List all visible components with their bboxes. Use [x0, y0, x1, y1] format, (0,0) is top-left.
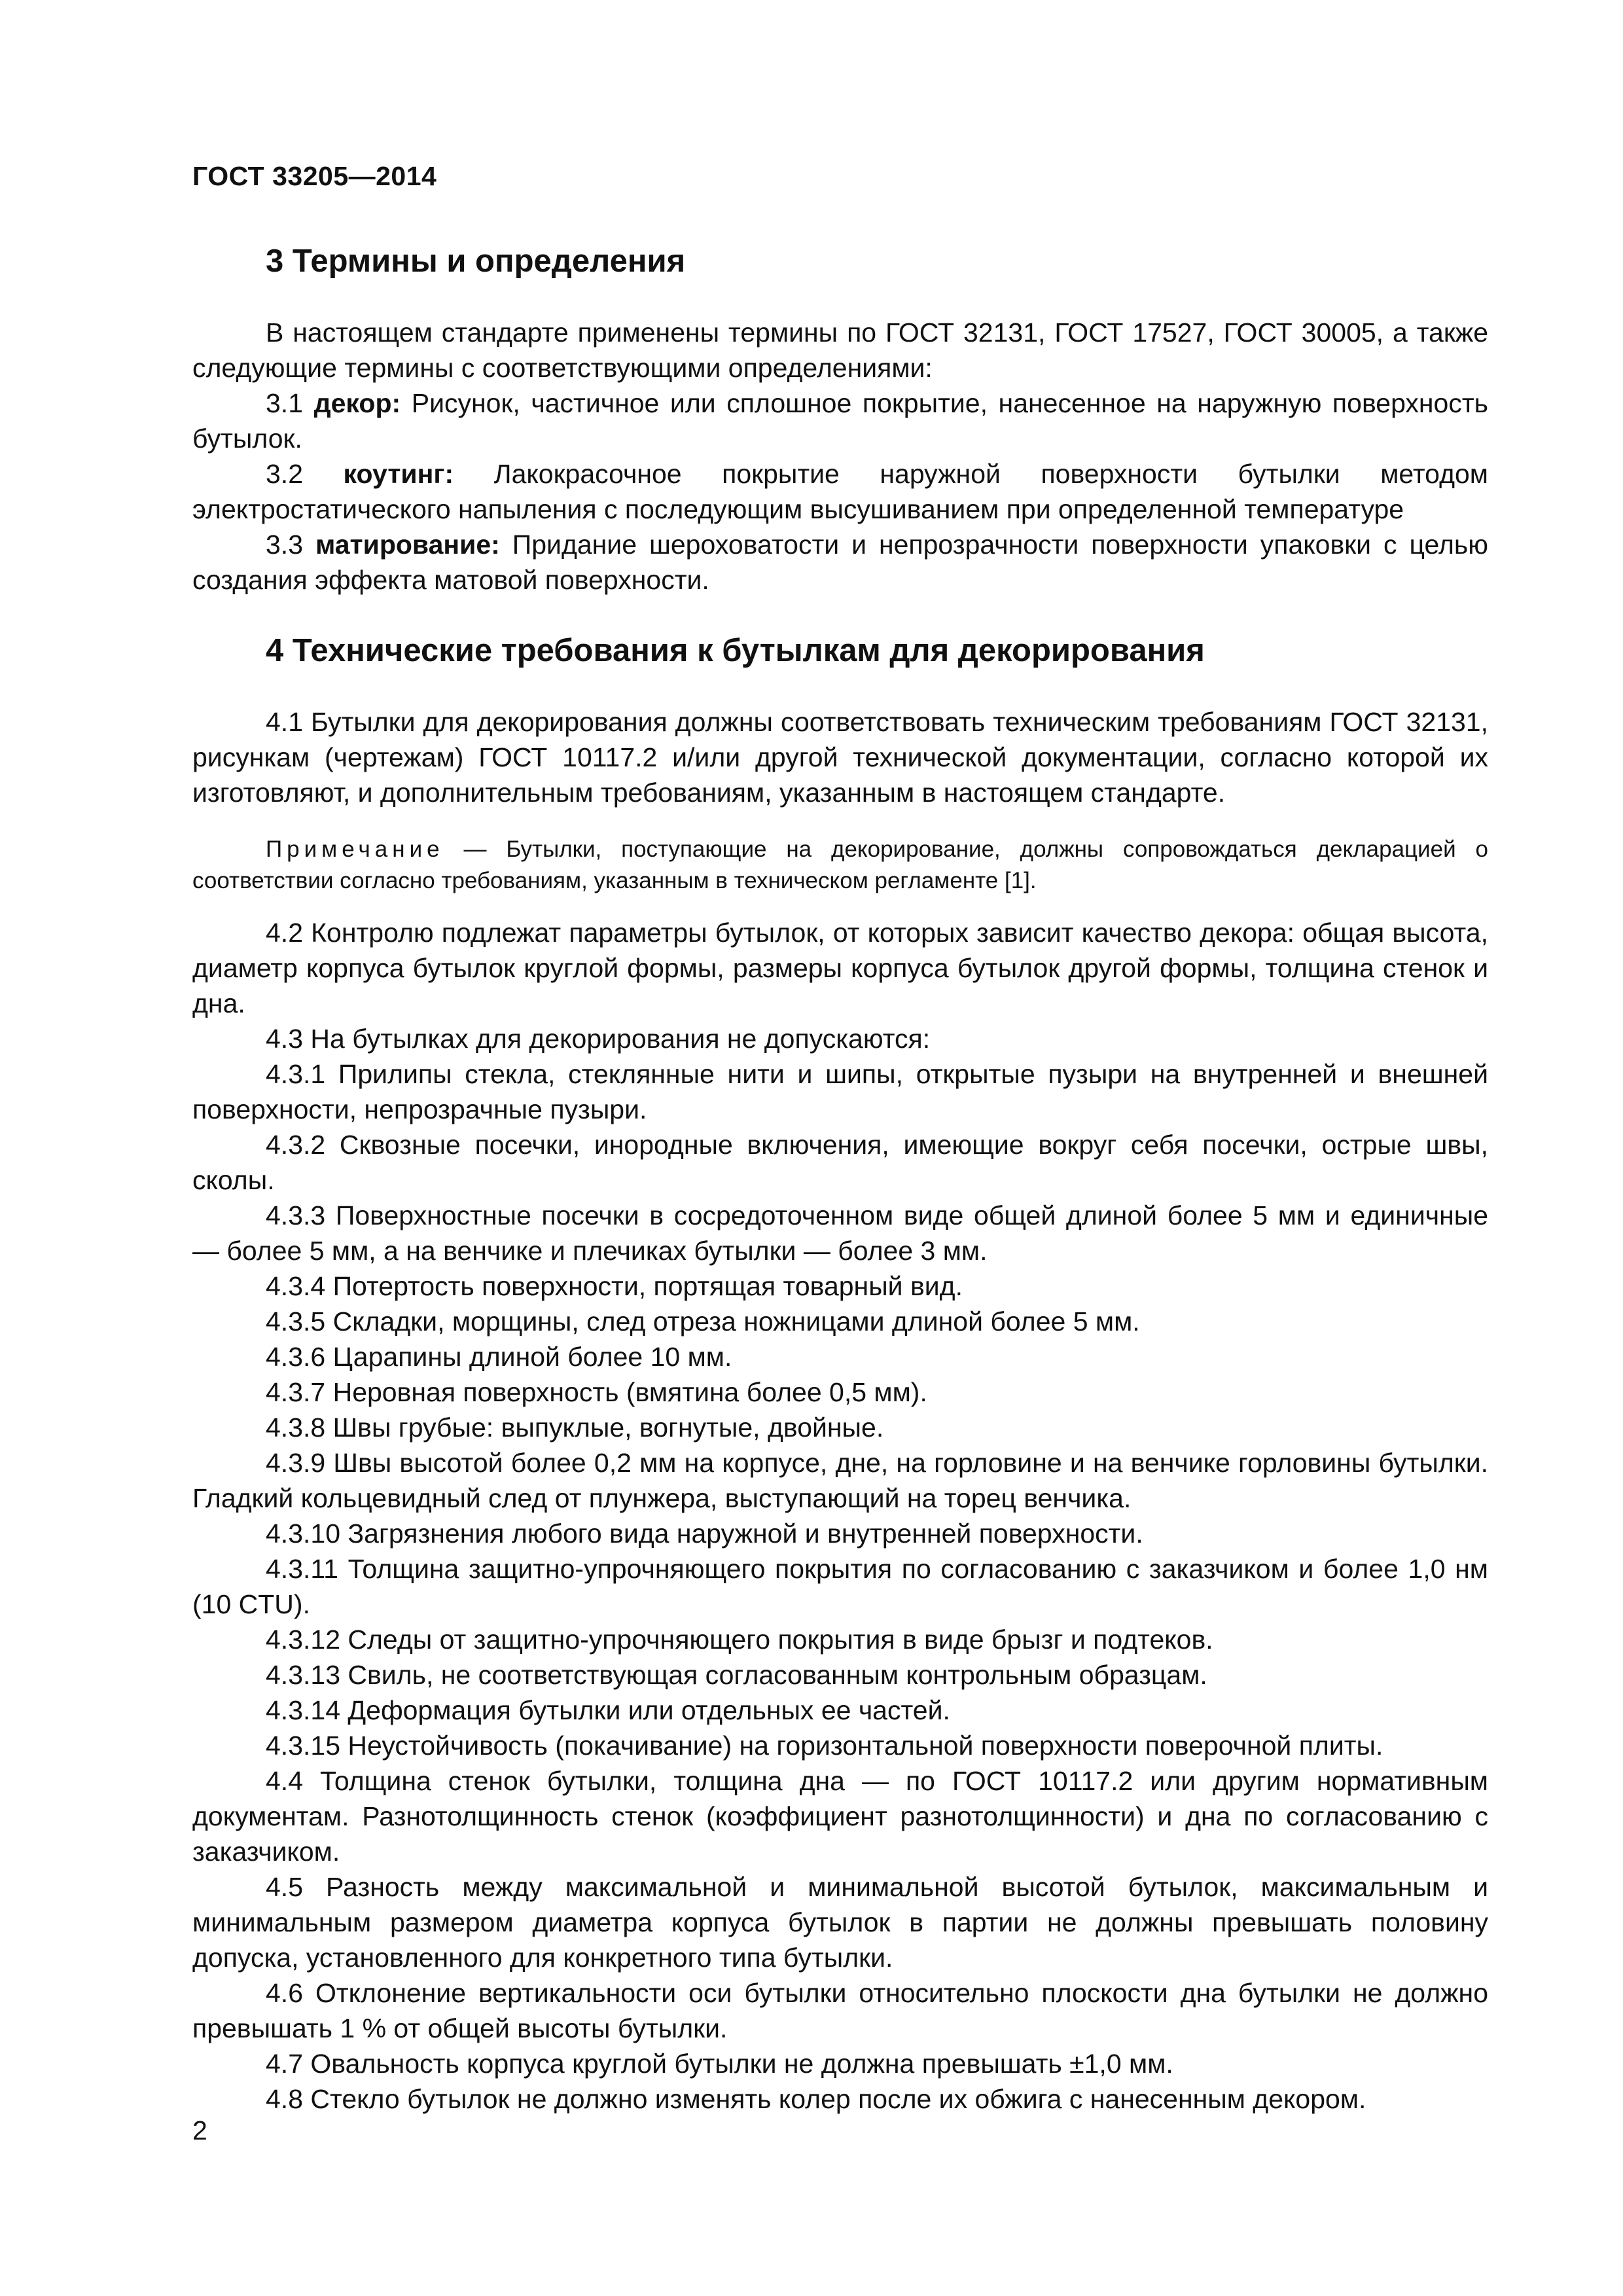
paragraph: 4.3.9 Швы высотой более 0,2 мм на корпусе, дне, на горловине и на венчике горловины бутылки. Гладкий кольцевидный след от плунжера, выступающий на торец венчика.	[192, 1447, 1488, 1513]
term-number: 3.1	[266, 387, 314, 418]
term-definition: Придание шероховатости и непрозрачности поверхности упаковки с целью создания эффекта матовой поверхности.	[192, 529, 1488, 595]
paragraph: 4.3.5 Складки, морщины, след отреза ножницами длиной более 5 мм.	[266, 1306, 1140, 1336]
paragraph: 4.3.6 Царапины длиной более 10 мм.	[266, 1341, 732, 1372]
paragraph: 4.3 На бутылках для декорирования не допускаются:	[266, 1023, 931, 1054]
term-definition: Рисунок, частичное или сплошное покрытие, нанесенное на наружную поверхность бутылок.	[192, 387, 1488, 454]
term-name: коутинг:	[343, 458, 454, 489]
term-3-1	[192, 386, 1488, 456]
paragraph: 4.4 Толщина стенок бутылки, толщина дна — по ГОСТ 10117.2 или другим нормативным документам. Разнотолщинность стенок (коэффициент разнотолщинности) и дна по согласованию с заказчиком.	[192, 1765, 1488, 1867]
page-body	[192, 242, 1488, 2117]
paragraph: 4.3.1 Прилипы стекла, стеклянные нити и шипы, открытые пузыри на внутренней и внешней поверхности, непрозрачные пузыри.	[192, 1058, 1488, 1124]
paragraph: 4.3.13 Свиль, не соответствующая согласованным контрольным образцам.	[266, 1659, 1207, 1690]
paragraph: 4.5 Разность между максимальной и минимальной высотой бутылок, максимальным и минимальным размером диаметра корпуса бутылок в партии не должны превышать половину допуска, установленного для конкретного типа бутылки.	[192, 1871, 1488, 1973]
term-3-3	[192, 527, 1488, 598]
paragraph: 4.3.14 Деформация бутылки или отдельных ее частей.	[266, 1695, 950, 1725]
paragraph: 4.3.4 Потертость поверхности, портящая товарный вид.	[266, 1270, 963, 1301]
term-definition: Лакокрасочное покрытие наружной поверхности бутылки методом электростатического напыления с последующим высушиванием при определенной температуре	[192, 458, 1488, 524]
term-name: матирование:	[315, 529, 500, 560]
note-text: — Бутылки, поступающие на декорирование, должны сопровождаться декларацией о соответствии согласно требованиям, указанным в техническом регламенте [1].	[192, 836, 1488, 893]
paragraph: 4.3.7 Неровная поверхность (вмятина более 0,5 мм).	[266, 1376, 927, 1407]
paragraph-4-1: 4.1 Бутылки для декорирования должны соответствовать техническим требованиям ГОСТ 32131, рисункам (чертежам) ГОСТ 10117.2 и/или другой технической документации, согласно которой их изготовляют, и дополнительным требованиям, указанным в настоящем стандарте.	[192, 706, 1488, 808]
paragraph: 4.3.11 Толщина защитно-упрочняющего покрытия по согласованию с заказчиком и более 1,0 нм (10 CTU).	[192, 1553, 1488, 1619]
paragraph: 4.3.12 Следы от защитно-упрочняющего покрытия в виде брызг и подтеков.	[266, 1624, 1213, 1655]
paragraph: 4.3.8 Швы грубые: выпуклые, вогнутые, двойные.	[266, 1412, 884, 1443]
section-3-title: 3 Термины и определения	[266, 243, 686, 279]
paragraph: 4.7 Овальность корпуса круглой бутылки не должна превышать ±1,0 мм.	[266, 2048, 1173, 2079]
section-4-title: 4 Технические требования к бутылкам для декорирования	[266, 632, 1205, 668]
document-header: ГОСТ 33205—2014	[192, 161, 437, 191]
term-3-2	[192, 456, 1488, 527]
paragraph: 4.8 Стекло бутылок не должно изменять колер после их обжига с нанесенным декором.	[266, 2083, 1366, 2114]
paragraph: 4.3.3 Поверхностные посечки в сосредоточенном виде общей длиной более 5 мм и единичные — более 5 мм, а на венчике и плечиках бутылки — более 3 мм.	[192, 1200, 1488, 1266]
note	[192, 834, 1488, 897]
page-number: 2	[192, 2115, 207, 2145]
paragraph: 4.3.15 Неустойчивость (покачивание) на горизонтальной поверхности поверочной плиты.	[266, 1730, 1383, 1761]
term-name: декор:	[313, 387, 401, 418]
paragraph: 4.6 Отклонение вертикальности оси бутылки относительно плоскости дна бутылки не должно превышать 1 % от общей высоты бутылки.	[192, 1977, 1488, 2043]
paragraph: 4.3.10 Загрязнения любого вида наружной и внутренней поверхности.	[266, 1518, 1143, 1549]
term-number: 3.3	[266, 529, 315, 560]
section-3-intro: В настоящем стандарте применены термины по ГОСТ 32131, ГОСТ 17527, ГОСТ 30005, а также следующие термины с соответствующими определениями:	[192, 317, 1488, 383]
term-number: 3.2	[266, 458, 344, 489]
note-label: Примечание	[266, 836, 444, 862]
paragraph: 4.3.2 Сквозные посечки, инородные включения, имеющие вокруг себя посечки, острые швы, сколы.	[192, 1129, 1488, 1195]
paragraph: 4.2 Контролю подлежат параметры бутылок, от которых зависит качество декора: общая высота, диаметр корпуса бутылок круглой формы, размеры корпуса бутылок другой формы, толщина стенок и дна.	[192, 917, 1488, 1018]
